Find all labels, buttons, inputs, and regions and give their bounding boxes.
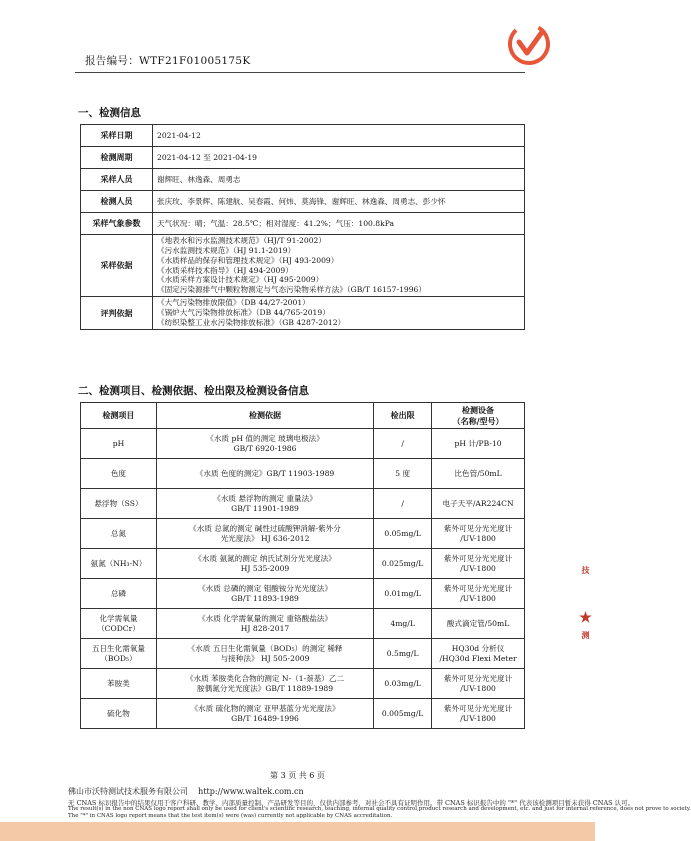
info-row [81, 125, 525, 147]
column-header: 检测依据 [156, 403, 373, 429]
column-header: 检出限 [374, 403, 432, 429]
table-row [81, 609, 525, 639]
table-row [81, 639, 525, 669]
limit-cell: 5 度 [374, 459, 432, 489]
device-cell: 紫外可见分光光度计 /UV-1800 [432, 699, 525, 729]
info-row [81, 297, 525, 330]
device-cell: HQ30d 分析仪 /HQ30d Flexi Meter [432, 639, 525, 669]
limit-cell: / [374, 429, 432, 459]
basis-cell: 《水质 五日生化需氧量（BOD₅）的测定 稀释 与接种法》 HJ 505-2009 [156, 639, 373, 669]
eval-item: 《大气污染物排放限值》（DB 44/27-2001） [157, 298, 310, 308]
report-number: 报告编号：WTF21F01005175K [85, 55, 251, 67]
limit-cell: 0.03mg/L [374, 669, 432, 699]
info-value: 张庆玫、李景辉、陈建航、吴春霞、何炜、莫海锋、谢辉旺、林逸森、周勇志、彭少怀 [153, 191, 525, 213]
limit-cell: 0.005mg/L [374, 699, 432, 729]
basis-cell: 《水质 硫化物的测定 亚甲基蓝分光光度法》 GB/T 16489-1996 [156, 699, 373, 729]
limit-cell: 0.5mg/L [374, 639, 432, 669]
column-header: 检测设备 （名称/型号） [432, 403, 525, 429]
limit-cell: / [374, 489, 432, 519]
side-stamp-text-2: 测 [576, 630, 595, 641]
footer-note-cn: 无 CNAS 标识报告中的结果仅用于客户科研、教学、内部质量控制、产品研发等目的，仅供内部参考，对社会不具有证明作用。带 CNAS 标识报告中的 "*" 代表该检测项目暂未获得 CNAS 认可。 [68, 799, 635, 807]
info-key: 检测人员 [81, 191, 153, 213]
table-row [81, 489, 525, 519]
info-row [81, 191, 525, 213]
item-cell: 氨氮（NH₃-N） [81, 549, 157, 579]
basis-cell: 《水质 苯胺类化合物的测定 N-（1-萘基）乙二 胺偶氮分光光度法》GB/T 11889-1989 [156, 669, 373, 699]
footer-note-en1: The result(s) in the non CNAS logo report shall only be used for client's scientific research, teaching, internal quality control,product research and development, etc. and just for internal reference, does not prove to society. [68, 806, 691, 812]
info-key: 采样人员 [81, 169, 153, 191]
info-row [81, 147, 525, 169]
device-cell: 酸式滴定管/50mL [432, 609, 525, 639]
info-key: 采样气象参数 [81, 213, 153, 235]
table-row [81, 549, 525, 579]
basis-cell: 《水质 氨氮的测定 纳氏试剂分光光度法》 HJ 535-2009 [156, 549, 373, 579]
table-row [81, 519, 525, 549]
table-row [81, 699, 525, 729]
table-row [81, 429, 525, 459]
basis-cell: 《水质 悬浮物的测定 重量法》 GB/T 11901-1989 [156, 489, 373, 519]
info-key: 评判依据 [81, 297, 153, 330]
item-cell: 悬浮物（SS） [81, 489, 157, 519]
table-row [81, 579, 525, 609]
device-cell: pH 计/PB-10 [432, 429, 525, 459]
info-key: 采样依据 [81, 235, 153, 297]
basis-item: 《水质样品的保存和管理技术规定》（HJ 493-2009） [157, 255, 339, 265]
device-cell: 电子天平/AR224CN [432, 489, 525, 519]
limit-cell: 0.05mg/L [374, 519, 432, 549]
basis-cell: 《水质 色度的测定》GB/T 11903-1989 [156, 459, 373, 489]
info-table [80, 124, 525, 330]
basis-cell: 《水质 总氮的测定 碱性过硫酸钾消解-紫外分 光光度法》 HJ 636-2012 [156, 519, 373, 549]
limit-cell: 0.025mg/L [374, 549, 432, 579]
item-cell: 化学需氧量 （CODCr） [81, 609, 157, 639]
info-key: 采样日期 [81, 125, 153, 147]
info-row [81, 235, 525, 297]
info-row [81, 213, 525, 235]
header-divider [75, 72, 525, 73]
company-line: 佛山市沃特测试技术服务有限公司 http://www.waltek.com.cn [68, 787, 304, 796]
items-table [80, 402, 525, 729]
info-row [81, 169, 525, 191]
eval-item: 《纺织染整工业水污染物排放标准》（GB 4287-2012） [157, 317, 346, 327]
table-row [81, 669, 525, 699]
device-cell: 比色管/50mL [432, 459, 525, 489]
basis-item: 《水质采样技术指导》（HJ 494-2009） [157, 265, 293, 275]
item-cell: 苯胺类 [81, 669, 157, 699]
section2-title: 二、检测项目、检测依据、检出限及检测设备信息 [78, 385, 309, 397]
basis-item: 《水质采样方案设计技术规定》（HJ 495-2009） [157, 275, 324, 285]
table-row [81, 459, 525, 489]
item-cell: 五日生化需氧量 （BOD₅） [81, 639, 157, 669]
item-cell: pH [81, 429, 157, 459]
basis-list [153, 235, 525, 297]
column-header: 检测项目 [81, 403, 157, 429]
device-cell: 紫外可见分光光度计 /UV-1800 [432, 519, 525, 549]
basis-cell: 《水质 pH 值的测定 玻璃电极法》 GB/T 6920-1986 [156, 429, 373, 459]
device-cell: 紫外可见分光光度计 /UV-1800 [432, 579, 525, 609]
basis-item: 《地表水和污水监测技术规范》（HJ/T 91-2002） [157, 236, 326, 245]
section1-title: 一、检测信息 [78, 107, 141, 119]
basis-item: 《固定污染源排气中颗粒物测定与气态污染物采样方法》（GB/T 16157-1996） [157, 285, 426, 295]
eval-item: 《锅炉大气污染物排放标准》（DB 44/765-2019） [157, 308, 330, 318]
device-cell: 紫外可见分光光度计 /UV-1800 [432, 549, 525, 579]
limit-cell: 4mg/L [374, 609, 432, 639]
info-key: 检测周期 [81, 147, 153, 169]
basis-cell: 《水质 化学需氧量的测定 重铬酸盐法》 HJ 828-2017 [156, 609, 373, 639]
basis-item: 《污水监测技术规范》（HJ 91.1-2019） [157, 245, 296, 255]
company-logo-icon [505, 20, 553, 68]
device-cell: 紫外可见分光光度计 /UV-1800 [432, 669, 525, 699]
limit-cell: 0.01mg/L [374, 579, 432, 609]
basis-cell: 《水质 总磷的测定 钼酸铵分光光度法》 GB/T 11893-1989 [156, 579, 373, 609]
info-value: 天气状况：晴；气温：28.5℃；相对湿度：41.2%；气压：100.8kPa [153, 213, 525, 235]
side-stamp-star-icon: ★ [576, 610, 595, 626]
info-value: 2021-04-12 [153, 125, 525, 147]
page-number: 第 3 页 共 6 页 [270, 771, 325, 780]
item-cell: 总氮 [81, 519, 157, 549]
item-cell: 硫化物 [81, 699, 157, 729]
eval-list [153, 297, 525, 330]
info-value: 谢辉旺、林逸森、周勇志 [153, 169, 525, 191]
bottom-band [0, 822, 595, 841]
info-value: 2021-04-12 至 2021-04-19 [153, 147, 525, 169]
item-cell: 色度 [81, 459, 157, 489]
footer-note-en2: The "*" in CNAS logo report means that the test item(s) were (was) currently not applicable by CNAS accreditation. [68, 813, 393, 819]
item-cell: 总磷 [81, 579, 157, 609]
side-stamp-text-1: 技 [576, 565, 595, 576]
